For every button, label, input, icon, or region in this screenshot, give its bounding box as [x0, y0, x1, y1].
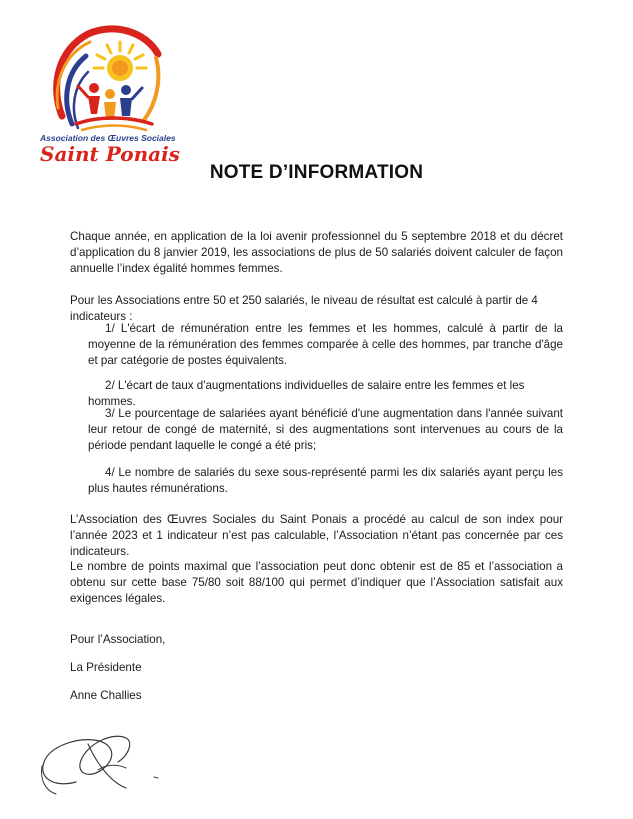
indicator-item: 4/ Le nombre de salariés du sexe sous-représenté parmi les dix salariés ayant perçu les plus hautes rémunérations. [88, 466, 563, 495]
association-logo [40, 20, 180, 166]
result-paragraph: L’Association des Œuvres Sociales du Saint Ponais a procédé au calcul de son index pour l’année 2023 et 1 indicateur n’est pas calculable, l’Association n’étant pas concernée par ces indicateurs. [70, 513, 563, 558]
sun-figures-icon [48, 24, 164, 136]
signoff-line: Pour l’Association, [70, 633, 166, 646]
indicator-item: 1/ L'écart de rémunération entre les femmes et les hommes, calculé à partir de la moyenne de la rémunération des femmes comparée à celle des hommes, par tranche d'âge et par catégorie de postes équivalents. [88, 322, 563, 367]
logo-caption: Association des Œuvres Sociales [40, 133, 176, 143]
indicator-item: 3/ Le pourcentage de salariées ayant bénéficié d'une augmentation dans l'année suivant leur retour de congé de maternité, si des augmentations sont intervenues au cours de la période pendant laquelle le congé a été pris; [88, 407, 563, 452]
page-title: NOTE D’INFORMATION [209, 162, 424, 183]
handwritten-signature [34, 722, 174, 802]
intro-paragraph: Chaque année, en application de la loi avenir professionnel du 5 septembre 2018 et du décret d’application du 8 janvier 2019, les associations de plus de 50 salariés doivent calculer de façon annuelle l’index égalité hommes femmes. [70, 230, 563, 275]
signoff-role: La Présidente [70, 661, 142, 674]
points-paragraph: Le nombre de points maximal que l’association peut donc obtenir est de 85 et l’association a obtenu sur cette base 75/80 soit 88/100 qui permet d’indiquer que l’Association satisfait aux exigences légales. [70, 560, 563, 605]
logo-name: Saint Ponais [40, 142, 180, 166]
indicator-item: 2/ L'écart de taux d'augmentations individuelles de salaire entre les femmes et les hommes. [88, 379, 525, 408]
signoff-name: Anne Challies [70, 689, 142, 702]
indicators-lead: Pour les Associations entre 50 et 250 salariés, le niveau de résultat est calculé à partir de 4 indicateurs : [70, 294, 538, 323]
